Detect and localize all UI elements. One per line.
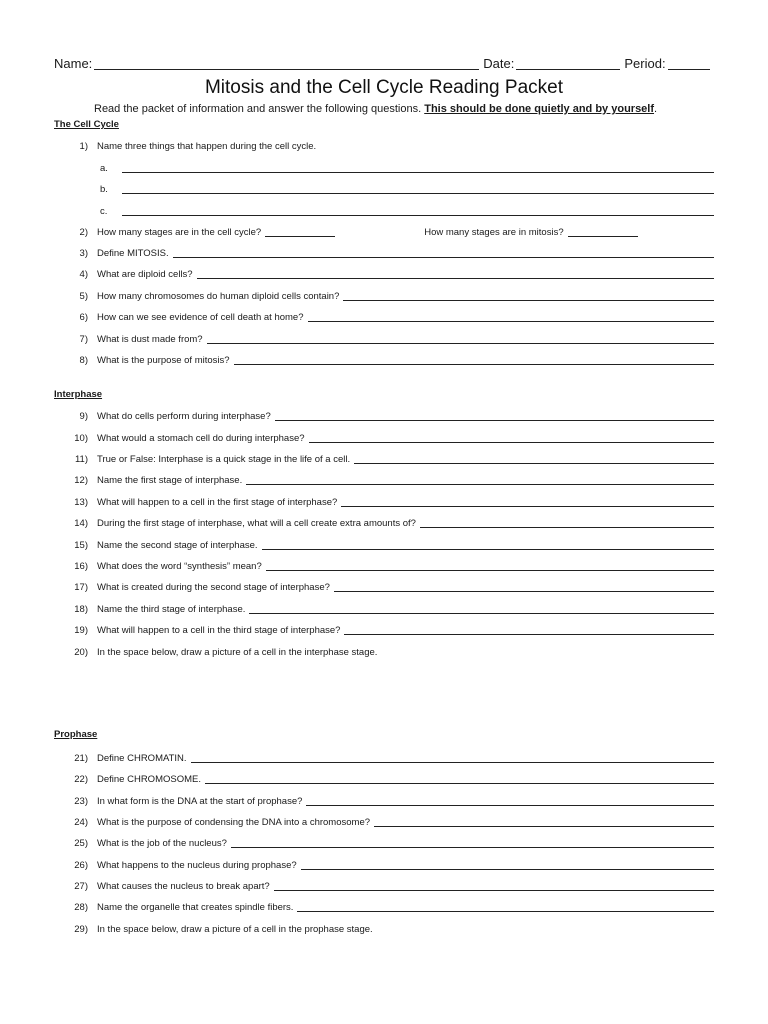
question-26 xyxy=(54,857,714,871)
question-number: 10) xyxy=(74,433,88,444)
question-13 xyxy=(54,494,714,508)
question-number: 28) xyxy=(74,902,88,913)
answer-line[interactable] xyxy=(341,497,714,507)
question-text: What are diploid cells? xyxy=(97,269,193,280)
question-21 xyxy=(54,750,714,764)
drawing-area-prophase[interactable] xyxy=(54,940,714,1014)
answer-line[interactable] xyxy=(374,817,714,827)
question-text: Define MITOSIS. xyxy=(97,248,169,259)
question-text: What is created during the second stage of interphase? xyxy=(97,582,330,593)
question-1-sub-a xyxy=(100,160,714,174)
question-text: Name the organelle that creates spindle fibers. xyxy=(97,902,294,913)
sub-letter: b. xyxy=(100,184,108,195)
period-label: Period: xyxy=(624,56,666,71)
question-number: 23) xyxy=(74,796,88,807)
answer-line[interactable] xyxy=(275,411,714,421)
answer-line[interactable] xyxy=(122,163,714,173)
question-text: True or False: Interphase is a quick stage in the life of a cell. xyxy=(97,454,351,465)
question-5 xyxy=(54,288,714,302)
question-25 xyxy=(54,835,714,849)
period-blank[interactable] xyxy=(668,57,710,70)
question-text: Define CHROMOSOME. xyxy=(97,774,201,785)
question-text: How many chromosomes do human diploid cells contain? xyxy=(97,291,340,302)
name-blank[interactable] xyxy=(94,57,479,70)
question-number: 19) xyxy=(74,625,88,636)
question-number: 24) xyxy=(74,817,88,828)
answer-line[interactable] xyxy=(234,355,714,365)
section-title-cell-cycle: The Cell Cycle xyxy=(54,119,119,130)
question-29 xyxy=(54,921,714,935)
section-title-prophase: Prophase xyxy=(54,729,98,740)
answer-line[interactable] xyxy=(354,454,714,464)
question-text: What is dust made from? xyxy=(97,334,203,345)
question-number: 26) xyxy=(74,860,88,871)
question-text: What is the job of the nucleus? xyxy=(97,838,227,849)
question-1-sub-b xyxy=(100,181,714,195)
question-number: 11) xyxy=(74,454,88,465)
answer-line[interactable] xyxy=(309,433,714,443)
question-text: Name the third stage of interphase. xyxy=(97,604,246,615)
question-10 xyxy=(54,430,714,444)
question-16 xyxy=(54,558,714,572)
answer-line[interactable] xyxy=(344,625,714,635)
question-text: In the space below, draw a picture of a cell in the prophase stage. xyxy=(97,924,373,935)
question-28 xyxy=(54,899,714,913)
question-text: What is the purpose of mitosis? xyxy=(97,355,230,366)
answer-line[interactable] xyxy=(197,269,714,279)
answer-line[interactable] xyxy=(266,561,714,571)
question-number: 29) xyxy=(74,924,88,935)
question-number: 15) xyxy=(74,540,88,551)
sub-letter: a. xyxy=(100,163,108,174)
question-text: What will happen to a cell in the first stage of interphase? xyxy=(97,497,338,508)
page-title: Mitosis and the Cell Cycle Reading Packet xyxy=(204,77,563,98)
question-text: During the first stage of interphase, what will a cell create extra amounts of? xyxy=(97,518,416,529)
question-number: 27) xyxy=(74,881,88,892)
question-7 xyxy=(54,331,714,345)
question-text: Name three things that happen during the cell cycle. xyxy=(97,141,317,152)
question-number: 17) xyxy=(74,582,88,593)
question-number: 7) xyxy=(79,334,88,345)
answer-line[interactable] xyxy=(249,604,714,614)
answer-line[interactable] xyxy=(265,227,335,237)
question-11 xyxy=(54,451,714,465)
question-18 xyxy=(54,601,714,615)
answer-line[interactable] xyxy=(246,475,714,485)
answer-line[interactable] xyxy=(343,291,714,301)
question-23 xyxy=(54,793,714,807)
answer-line[interactable] xyxy=(297,902,714,912)
question-17 xyxy=(54,579,714,593)
question-number: 1) xyxy=(79,141,88,152)
answer-line[interactable] xyxy=(306,796,714,806)
question-text: How can we see evidence of cell death at home? xyxy=(97,312,304,323)
question-20 xyxy=(54,644,714,658)
question-number: 3) xyxy=(79,248,88,259)
question-text: What does the word “synthesis” mean? xyxy=(97,561,262,572)
question-number: 18) xyxy=(74,604,88,615)
question-number: 20) xyxy=(74,647,88,658)
question-number: 8) xyxy=(79,355,88,366)
question-number: 14) xyxy=(74,518,88,529)
question-text: What happens to the nucleus during prophase? xyxy=(97,860,297,871)
question-number: 9) xyxy=(79,411,88,422)
question-19 xyxy=(54,622,714,636)
answer-line[interactable] xyxy=(122,206,714,216)
question-6 xyxy=(54,309,714,323)
instructions-end: . xyxy=(654,103,658,115)
question-15 xyxy=(54,537,714,551)
question-text: What is the purpose of condensing the DNA into a chromosome? xyxy=(97,817,371,828)
question-number: 22) xyxy=(74,774,88,785)
answer-line[interactable] xyxy=(274,881,714,891)
question-14 xyxy=(54,515,714,529)
question-text: Name the second stage of interphase. xyxy=(97,540,258,551)
question-24 xyxy=(54,814,714,828)
question-text-2: How many stages are in mitosis? xyxy=(424,227,564,238)
question-8 xyxy=(54,352,714,366)
drawing-area-interphase[interactable] xyxy=(54,662,714,724)
question-number: 5) xyxy=(79,291,88,302)
question-text: In what form is the DNA at the start of prophase? xyxy=(97,796,303,807)
question-22 xyxy=(54,771,714,785)
instructions-emphasis: This should be done quietly and by yourself xyxy=(424,103,655,115)
instructions xyxy=(94,103,657,115)
question-4 xyxy=(54,266,714,280)
question-number: 2) xyxy=(79,227,88,238)
question-number: 12) xyxy=(74,475,88,486)
instructions-text: Read the packet of information and answer the following questions. xyxy=(94,103,422,115)
question-text: What would a stomach cell do during interphase? xyxy=(97,433,305,444)
question-9 xyxy=(54,408,714,422)
answer-line[interactable] xyxy=(334,582,714,592)
answer-line[interactable] xyxy=(420,518,714,528)
question-12 xyxy=(54,472,714,486)
answer-line[interactable] xyxy=(122,184,714,194)
header-line xyxy=(54,56,714,71)
answer-line[interactable] xyxy=(191,753,714,763)
question-text: Define CHROMATIN. xyxy=(97,753,187,764)
question-3 xyxy=(54,245,714,259)
question-number: 21) xyxy=(74,753,88,764)
question-text: In the space below, draw a picture of a cell in the interphase stage. xyxy=(97,647,378,658)
date-blank[interactable] xyxy=(516,57,620,70)
question-2 xyxy=(54,224,714,238)
answer-line[interactable] xyxy=(207,334,714,344)
answer-line[interactable] xyxy=(308,312,715,322)
question-number: 16) xyxy=(74,561,88,572)
question-number: 25) xyxy=(74,838,88,849)
question-1-sub-c xyxy=(100,203,714,217)
question-text: What causes the nucleus to break apart? xyxy=(97,881,270,892)
question-text: Name the first stage of interphase. xyxy=(97,475,243,486)
name-label: Name: xyxy=(54,56,93,71)
section-title-interphase: Interphase xyxy=(54,389,103,400)
question-number: 13) xyxy=(74,497,88,508)
date-label: Date: xyxy=(483,56,515,71)
answer-line-2[interactable] xyxy=(568,227,638,237)
answer-line[interactable] xyxy=(205,774,714,784)
question-number: 4) xyxy=(79,269,88,280)
question-number: 6) xyxy=(79,312,88,323)
answer-line[interactable] xyxy=(173,248,714,258)
answer-line[interactable] xyxy=(262,540,714,550)
sub-letter: c. xyxy=(100,206,108,217)
question-27 xyxy=(54,878,714,892)
question-text: What do cells perform during interphase? xyxy=(97,411,271,422)
answer-line[interactable] xyxy=(301,860,714,870)
question-text: What will happen to a cell in the third stage of interphase? xyxy=(97,625,341,636)
question-text: How many stages are in the cell cycle? xyxy=(97,227,262,238)
answer-line[interactable] xyxy=(231,838,714,848)
question-1 xyxy=(54,138,714,152)
